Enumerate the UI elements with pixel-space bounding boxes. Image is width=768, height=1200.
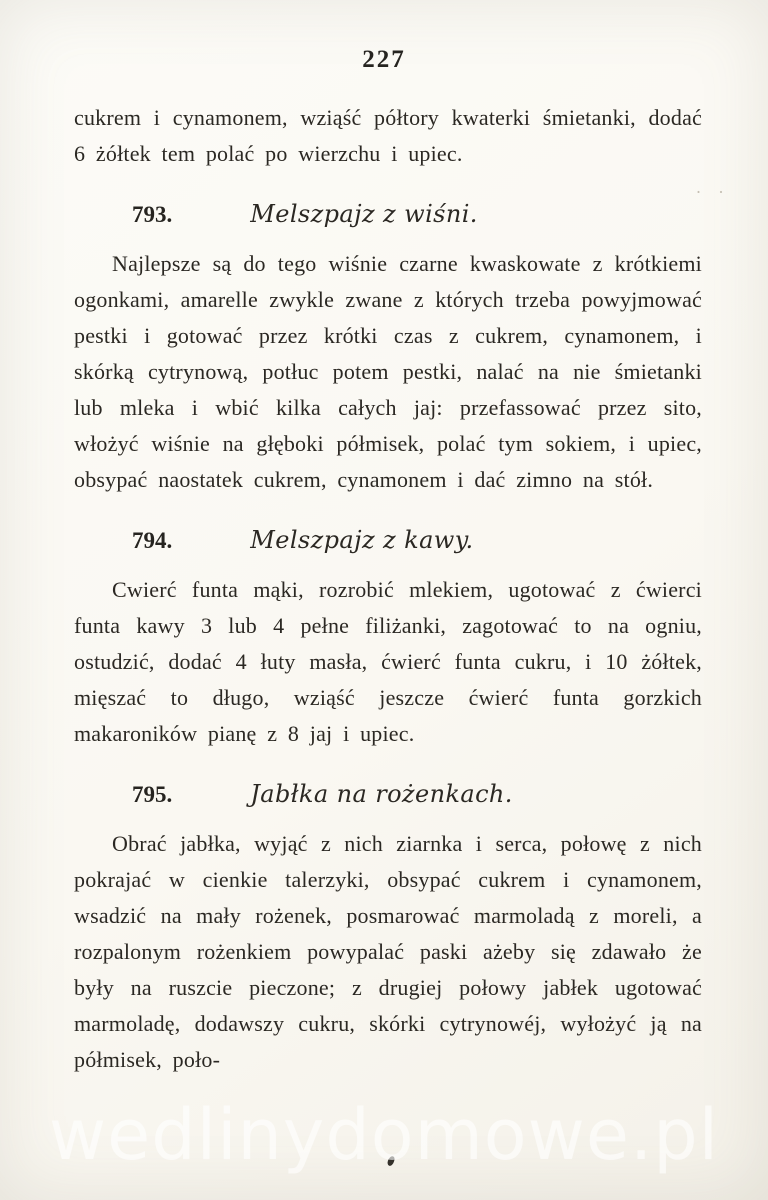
recipe-number: 795. [132,782,173,807]
recipe-heading [74,777,702,812]
recipe-body: Obrać jabłka, wyjąć z nich ziarnka i serca, połowę z nich pokrajać w cienkie talerzyki, obsypać cukrem i cynamonem, wsadzić na mały rożenek, posmarować marmoladą z moreli, a rozpalonym rożenkiem powypalać paski ażeby się zdawało że były na ruszcie pieczone; z drugiej połowy jabłek ugotować marmoladę, dodawszy cukru, skórki cytrynowéj, wyłożyć ją na półmisek, poło- [74,831,702,1072]
page-number: 227 [362,46,406,73]
print-specks: · · [695,182,730,202]
watermark: wedlinydomowe.pl [48,1094,720,1176]
recipe-793 [74,197,702,498]
page-content [74,100,702,1078]
recipe-title: Melszpajz z wiśni. [250,200,478,228]
recipe-title: Jabłka na rożenkach. [250,780,513,808]
recipe-title: Melszpajz z kawy. [250,526,474,554]
recipe-heading [74,523,702,558]
recipe-number: 793. [132,202,173,227]
recipe-number: 794. [132,528,173,553]
ink-speck [387,1155,396,1166]
recipe-795 [74,777,702,1078]
continuation-paragraph: cukrem i cynamonem, wziąść półtory kwaterki śmietanki, dodać 6 żółtek tem polać po wierzchu i upiec. [74,105,702,166]
recipe-794 [74,523,702,752]
recipe-body: Cwierć funta mąki, rozrobić mlekiem, ugotować z ćwierci funta kawy 3 lub 4 pełne filiżanki, zagotować to na ogniu, ostudzić, dodać 4 łuty masła, ćwierć funta cukru, i 10 żółtek, mięszać to długo, wziąść jeszcze ćwierć funta gorzkich makaroników pianę z 8 jaj i upiec. [74,577,702,746]
recipe-heading [74,197,702,232]
recipe-body: Najlepsze są do tego wiśnie czarne kwaskowate z krótkiemi ogonkami, amarelle zwykle zwane z których trzeba powyjmować pestki i gotować przez krótki czas z cukrem, cynamonem, i skórką cytrynową, potłuc potem pestki, nalać na nie śmietanki lub mleka i wbić kilka całych jaj: przefassować przez sito, włożyć wiśnie na głęboki półmisek, polać tym sokiem, i upiec, obsypać naostatek cukrem, cynamonem i dać zimno na stół. [74,251,702,492]
